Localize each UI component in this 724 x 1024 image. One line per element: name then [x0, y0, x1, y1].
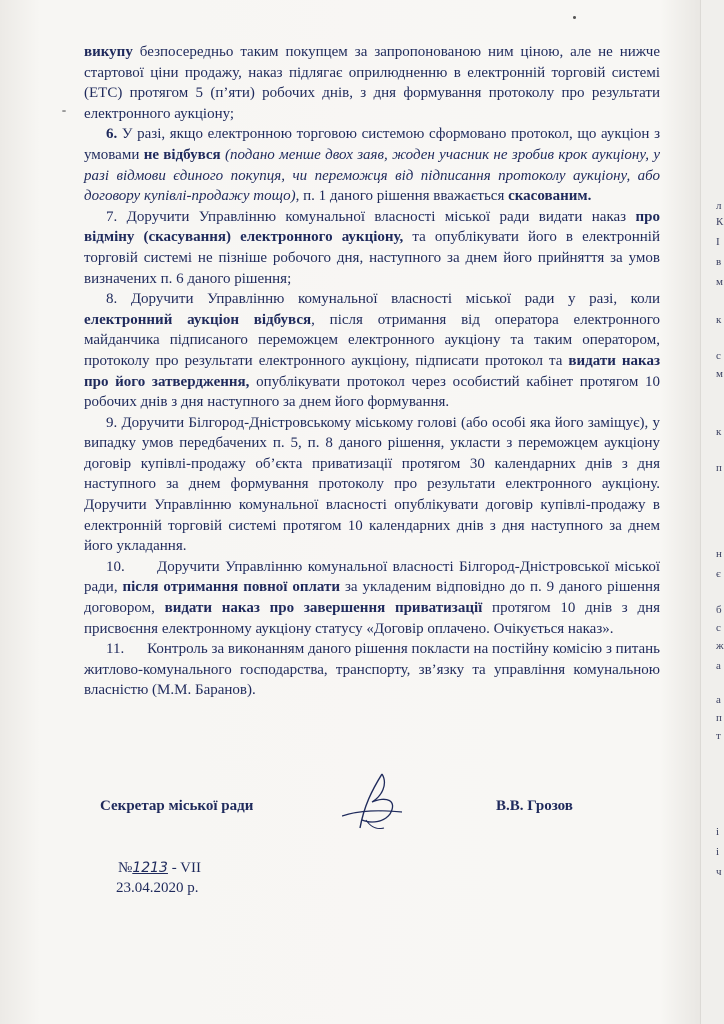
text-fragment: 9. Доручити Білгород-Дністровському міському голові (або особі яка його заміщує), у випадку умов передбачених п. 5, п. 8 даного рішення, укласти з переможцем аукціону договір купівлі-продажу об’єкта приватизації протягом 30 календарних днів з дня наступного за днем формування протоколу про результати електронного аукціону. Доручити Управлінню комунальної власності опублікувати договір купівлі-продажу в електронній торговій системі протягом 10 календарних днів з дня наступного за днем його укладання.: [84, 414, 660, 555]
document-body: [84, 42, 660, 701]
bleed-char: є: [716, 568, 721, 580]
bleed-char: с: [716, 350, 721, 362]
bold-fragment: електронний аукціон відбувся: [84, 311, 312, 328]
text-fragment: У разі, якщо електронною торговою системою сформовано протокол, що аукціон з умовами: [84, 126, 660, 163]
scan-speck: [62, 110, 66, 112]
paragraph-6: [84, 124, 660, 206]
bleed-char: і: [716, 826, 720, 838]
bleed-char: К: [716, 216, 724, 228]
text-fragment: протягом 10 днів з дня присвоєння електронному аукціону статусу «Договір оплачено. Очікується наказ».: [84, 600, 660, 637]
paragraph-7: [84, 207, 660, 289]
text-fragment: опублікувати протокол через особистий кабінет протягом 10 робочих днів з дня наступного за днем його формування.: [84, 373, 660, 411]
signature-block: [100, 798, 600, 822]
text-fragment: та опублікувати його в електронній торговій системі не пізніше робочого дня, наступного за днем його прийняття за умов визначених п. 6 даного рішення;: [84, 229, 660, 287]
bold-fragment: видати наказ про завершення приватизації: [164, 600, 483, 617]
bleed-char: л: [716, 200, 722, 212]
bleed-char: м: [716, 368, 723, 380]
number-sign: №: [118, 860, 133, 876]
bleed-char: к: [716, 314, 722, 326]
bold-fragment: не відбувся: [143, 146, 221, 163]
bleed-char: в: [716, 256, 722, 268]
text-fragment: 10. Доручити Управлінню комунальної власності Білгород-Дністровської міської ради,: [84, 558, 660, 596]
paragraph-10: [84, 557, 660, 639]
bold-fragment: викупу: [84, 44, 133, 60]
scan-speck: [573, 16, 576, 19]
bleed-char: п: [716, 462, 722, 474]
paragraph-continuation: [84, 42, 660, 124]
bleed-char: і: [716, 846, 720, 858]
item-number: 6.: [106, 126, 118, 143]
text-fragment: безпосередньо таким покупцем за запропонованою ним ціною, але не нижче стартової ціни продажу, наказ підлягає оприлюдненню в електронній торговій системі (ЕТС) протягом 5 (п’яти) робочих днів, з дня формування протоколу про результати електронного аукціону;: [84, 44, 660, 122]
bleed-char: б: [716, 604, 722, 616]
italic-fragment: (подано менше двох заяв, жоден учасник не зробив крок аукціону, у разі відмови єдиного покупця, чи переможця від підписання протоколу аукціону, або договору купівлі-продажу тощо): [84, 146, 660, 205]
bleed-char: І: [716, 236, 720, 248]
bleed-char: ж: [716, 640, 724, 652]
paragraph-8: [84, 289, 660, 413]
text-fragment: 8. Доручити Управлінню комунальної власності міської ради у разі, коли: [106, 291, 660, 308]
text-fragment: , п. 1 даного рішення вважається: [295, 188, 509, 205]
bold-fragment: видати наказ про його затвердження,: [84, 352, 660, 390]
text-fragment: 11. Контроль за виконанням даного рішення покласти на постійну комісію з питань житлово-комунального господарства, транспорту, зв’язку та управління комунальною власністю (М.М. Баранов).: [84, 641, 660, 699]
bleed-char: с: [716, 622, 721, 634]
paragraph-11: [84, 639, 660, 701]
text-fragment: 7. Доручити Управлінню комунальної власності міської ради видати наказ: [106, 208, 636, 225]
handwritten-number: 1213: [132, 860, 168, 876]
bleed-char: а: [716, 660, 721, 672]
bold-fragment: про відміну (скасування) електронного аукціону,: [84, 208, 660, 246]
bold-fragment: скасованим.: [508, 188, 592, 205]
bleed-char: н: [716, 548, 722, 560]
decision-number: [118, 860, 201, 877]
paragraph-9: [84, 413, 660, 557]
bleed-char: п: [716, 712, 722, 724]
bleed-char: к: [716, 426, 722, 438]
bleed-char: ч: [716, 866, 722, 878]
bleed-char: м: [716, 276, 723, 288]
bold-fragment: після отримання повної оплати: [122, 579, 341, 596]
text-fragment: за укладеним відповідно до п. 9 даного рішення договором,: [84, 579, 660, 617]
signatory-name: В.В. Грозов: [496, 798, 573, 814]
bleed-char: а: [716, 694, 721, 706]
decision-date: 23.04.2020 р.: [116, 880, 199, 896]
signatory-title: Секретар міської ради: [100, 798, 254, 814]
bleed-char: т: [716, 730, 721, 742]
convocation: - VII: [167, 860, 201, 876]
text-fragment: , після отримання від оператора електронного майданчика підписаного переможцем електронного аукціону та таким оператором, протоколу про результати електронного аукціону, підписати протокол та: [84, 311, 661, 369]
